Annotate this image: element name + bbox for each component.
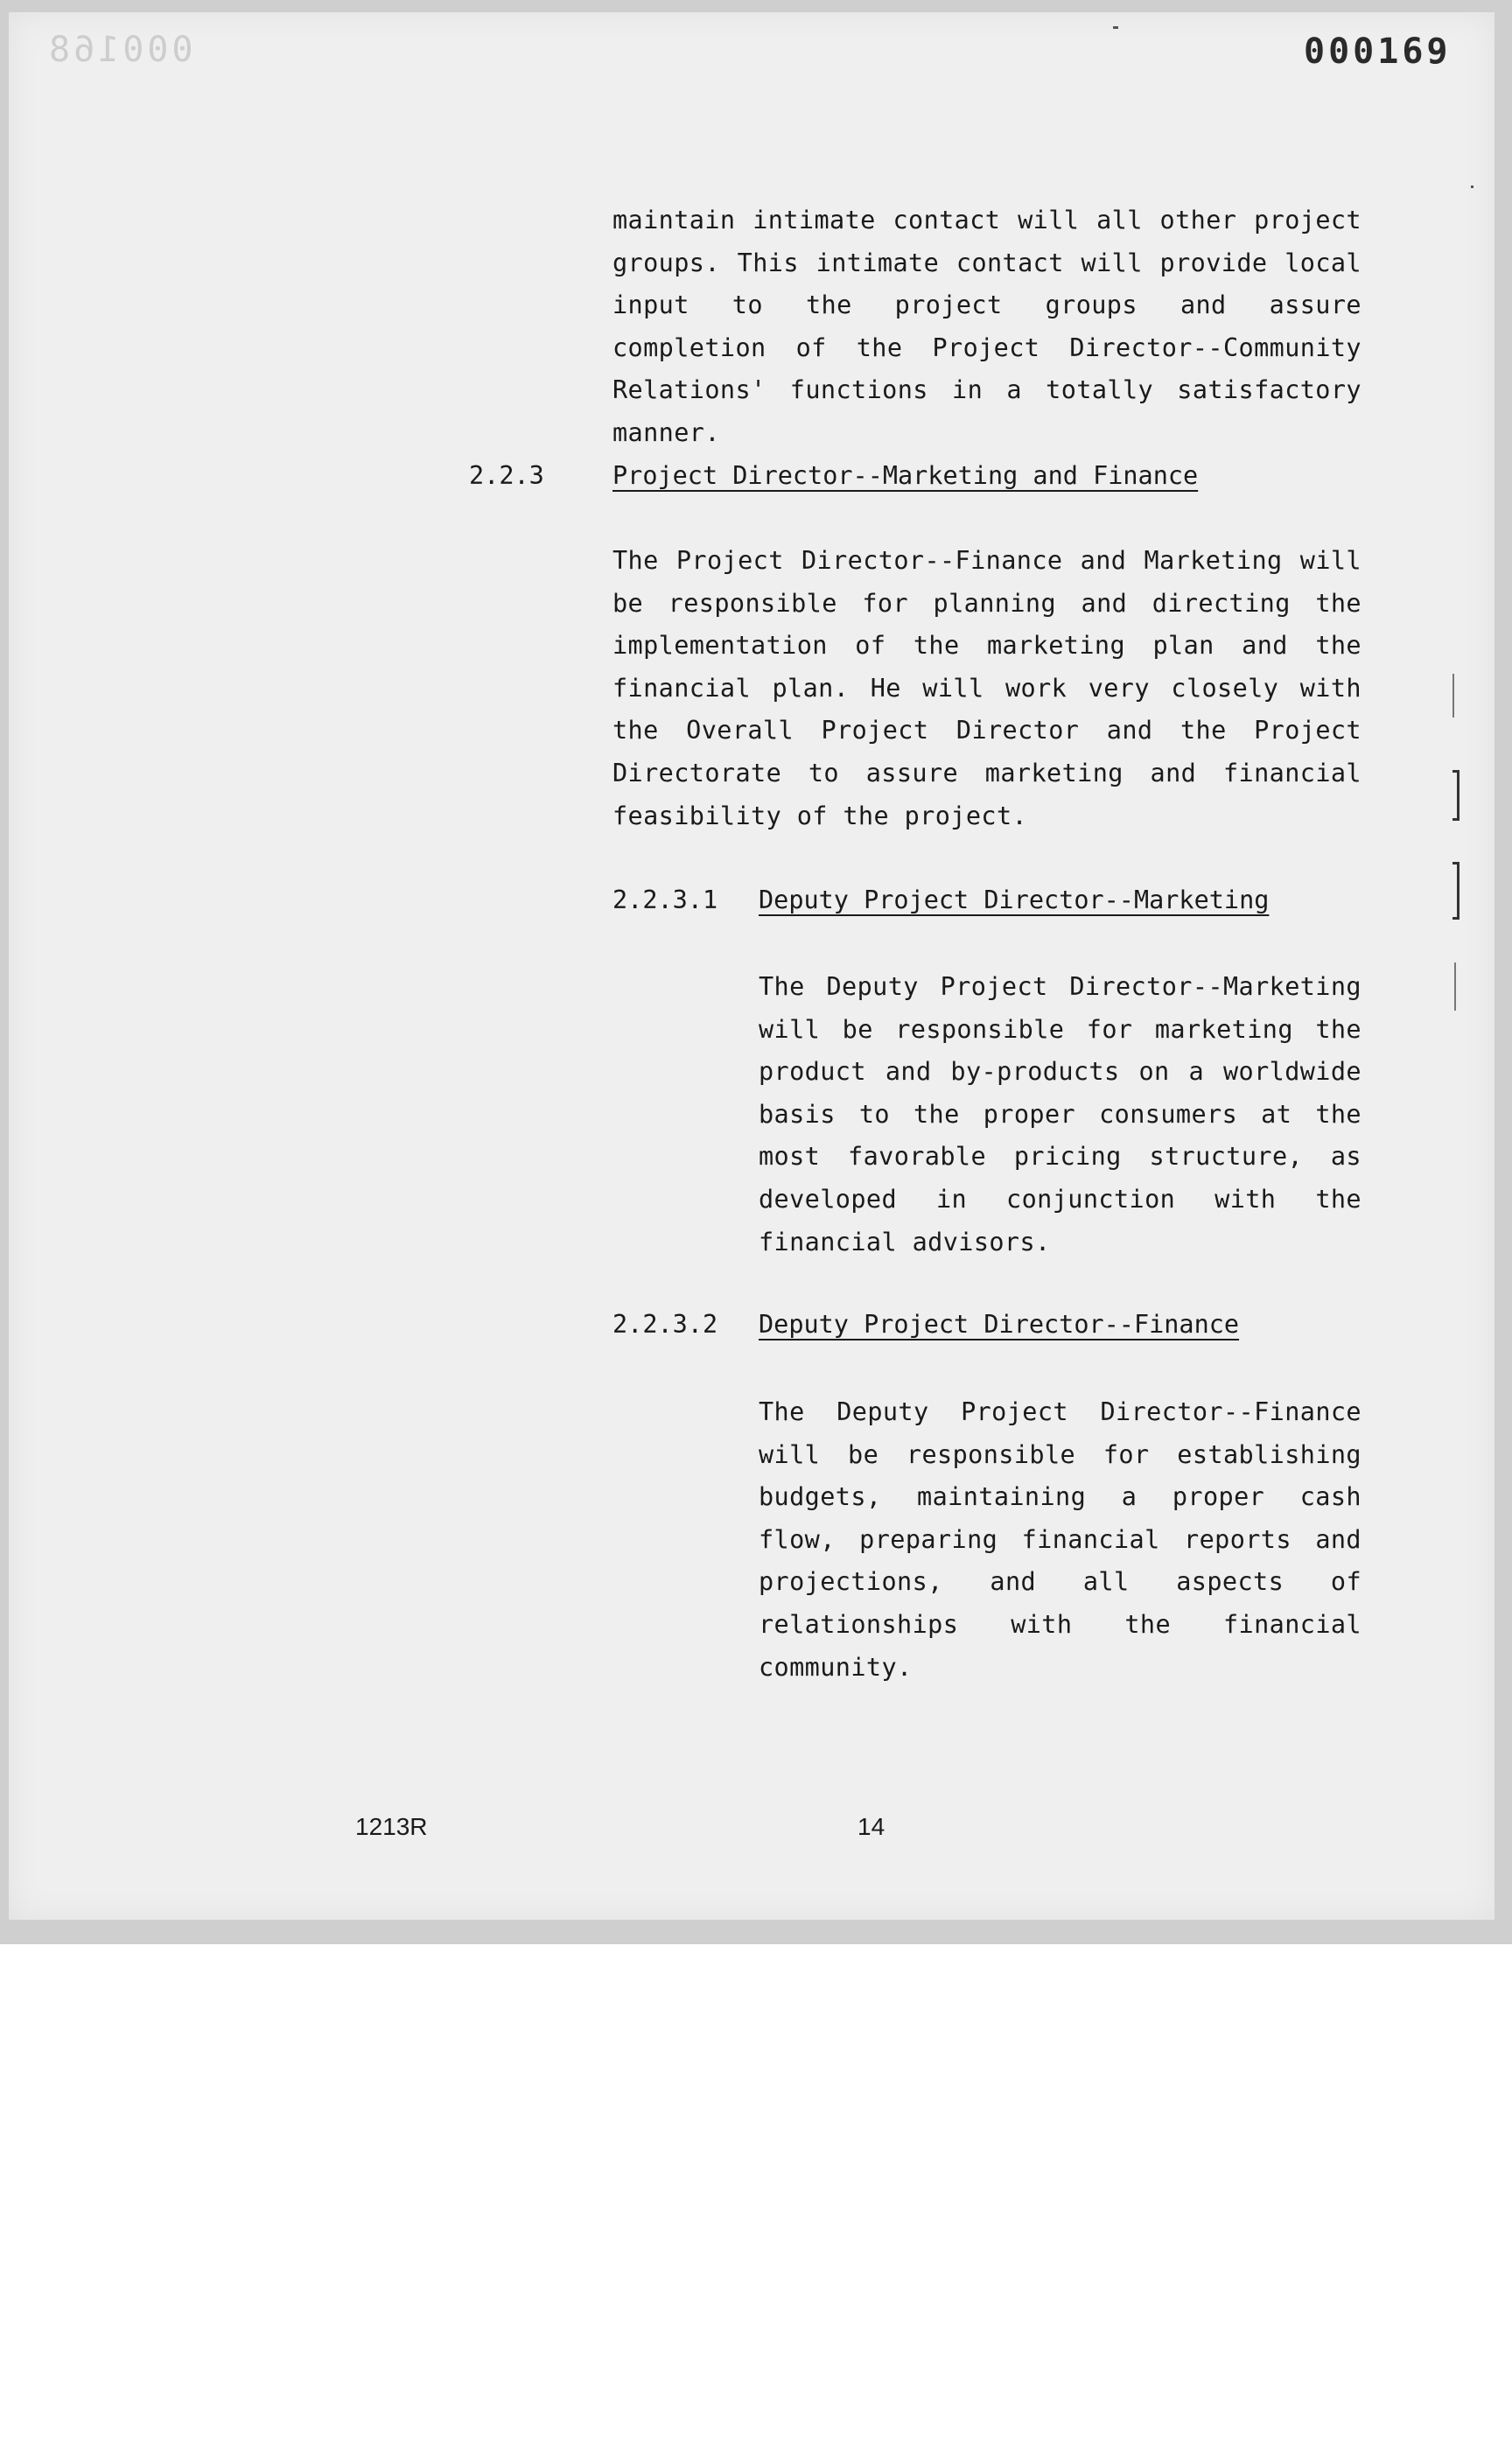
speck (1113, 26, 1118, 29)
margin-bracket (1452, 770, 1460, 821)
finance-paragraph: The Deputy Project Director--Finance will be responsible for establishing budgets, maintaining a proper cash flow, preparing financial reports and projections, and all aspects of relationships with the financial community. (759, 1397, 1362, 1682)
bleed-through-number: 000168 (46, 30, 193, 70)
page-number: 14 (858, 1813, 886, 1840)
margin-bracket (1452, 862, 1460, 920)
section-number-2-2-3-1: 2.2.3.1 (612, 886, 718, 914)
section-heading-finance: Deputy Project Director--Finance (759, 1310, 1240, 1339)
marketing-finance-paragraph: The Project Director--Finance and Marketing will be responsible for planning and directing the implementation of the marketing plan and the financial plan. He will work very closely with the Overall Project Director and the Project Directorate to assure marketing and financial feasibility of the project. (612, 546, 1362, 830)
report-code: 1213R (355, 1813, 428, 1840)
section-heading-marketing-finance: Project Director--Marketing and Finance (612, 461, 1199, 490)
section-number-2-2-3: 2.2.3 (469, 461, 544, 490)
margin-mark (1452, 674, 1459, 718)
section-number-2-2-3-2: 2.2.3.2 (612, 1310, 718, 1339)
marketing-paragraph: The Deputy Project Director--Marketing will be responsible for marketing the product and by-products on a worldwide basis to the proper consumers at the most favorable pricing structure, as developed in conjunction with the financial advisors. (759, 972, 1362, 1256)
section-heading-marketing: Deputy Project Director--Marketing (759, 886, 1270, 914)
intro-paragraph: maintain intimate contact will all other project groups. This intimate contact will provide local input to the project groups and assure completion of the Project Director--Community Relations' functions in a totally satisfactory manner. (612, 206, 1362, 447)
margin-tick (1454, 962, 1456, 1011)
speck (1471, 186, 1474, 188)
document-number: 000169 (1304, 32, 1452, 72)
